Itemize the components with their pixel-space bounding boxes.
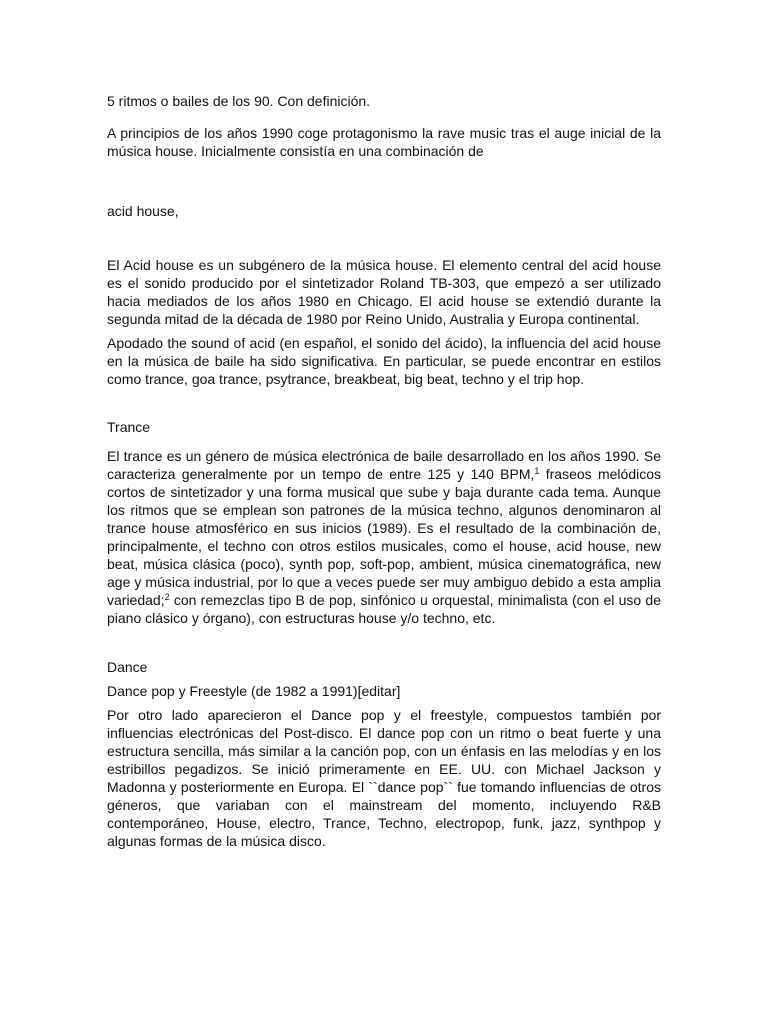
trance-paragraph <box>107 447 661 627</box>
trance-heading: Trance <box>107 419 151 435</box>
dance-subheading: Dance pop y Freestyle (de 1982 a 1991)[editar] <box>107 683 401 699</box>
acid-house-paragraph-2: Apodado the sound of acid (en español, el sonido del ácido), la influencia del acid house en la música de baile ha sido significativa. En particular, se puede encontrar en estilos como trance, goa trance, psytrance, breakbeat, big beat, techno y el trip hop. <box>107 335 661 387</box>
footnote-ref-1: 1 <box>534 466 540 476</box>
footnote-ref-2: 2 <box>164 592 170 602</box>
acid-house-paragraph-1: El Acid house es un subgénero de la música house. El elemento central del acid house es el sonido producido por el sintetizador Roland TB-303, que empezó a ser utilizado hacia mediados de los años 1980 en Chicago. El acid house se extendió durante la segunda mitad de la década de 1980 por Reino Unido, Australia y Europa continental. <box>107 257 661 327</box>
trance-text-c: con remezclas tipo B de pop, sinfónico u orquestal, minimalista (con el uso de piano clásico y órgano), con estructuras house y/o techno, etc. <box>107 592 661 626</box>
document-body <box>107 92 661 850</box>
dance-paragraph: Por otro lado aparecieron el Dance pop y el freestyle, compuestos también por influencias electrónicas del Post-disco. El dance pop con un ritmo o beat fuerte y una estructura sencilla, más similar a la canción pop, con un énfasis en las melodías y en los estribillos pegadizos. Se inició primeramente en EE. UU. con Michael Jackson y Madonna y posteriormente en Europa. El ``dance pop`` fue tomando influencias de otros géneros, que variaban con el mainstream del momento, incluyendo R&B contemporáneo, House, electro, Trance, Techno, electropop, funk, jazz, synthpop y algunas formas de la música disco. <box>107 707 661 849</box>
acid-house-label: acid house, <box>107 203 179 219</box>
trance-text-b: fraseos melódicos cortos de sintetizador y una forma musical que sube y baja durante cada tema. Aunque los ritmos que se emplean son patrones de la música techno, algunos denominaron al trance house atmosférico en sus inicios (1989). Es el resultado de la combinación de, principalmente, el techno con otros estilos musicales, como el house, acid house, new beat, música clásica (poco), synth pop, soft-pop, ambient, música cinematográfica, new age y música industrial, por lo que a veces puede ser muy ambiguo debido a esta amplia variedad; <box>107 466 661 608</box>
document-title: 5 ritmos o bailes de los 90. Con definición. <box>107 93 371 109</box>
trance-text-a: El trance es un género de música electrónica de baile desarrollado en los años 1990. Se caracteriza generalmente por un tempo de entre 125 y 140 BPM, <box>107 448 661 482</box>
intro-paragraph: A principios de los años 1990 coge protagonismo la rave music tras el auge inicial de la música house. Inicialmente consistía en una combinación de <box>107 125 661 159</box>
dance-heading: Dance <box>107 659 148 675</box>
